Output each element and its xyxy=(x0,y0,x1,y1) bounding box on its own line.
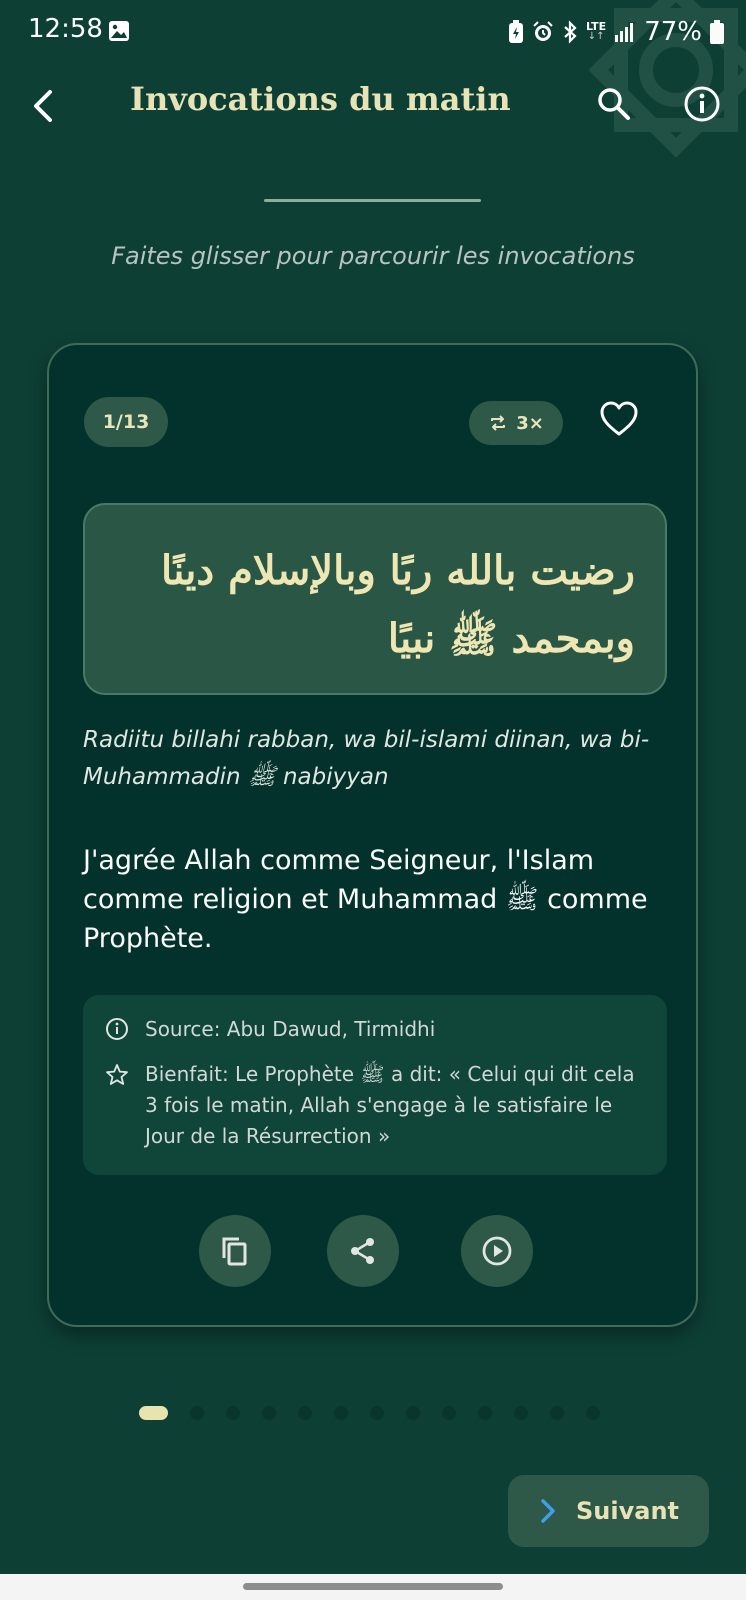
swipe-hint: Faites glisser pour parcourir les invocations xyxy=(111,242,635,270)
invocation-card[interactable] xyxy=(47,343,698,1327)
benefit-text: Bienfait: Le Prophète ﷺ a dit: « Celui qui dit cela 3 fois le matin, Allah s'engage à le satisfaire le Jour de la Résurrection » xyxy=(145,1062,635,1148)
copy-button[interactable] xyxy=(199,1215,271,1287)
pagination-dot[interactable] xyxy=(334,1406,348,1420)
next-button[interactable] xyxy=(508,1475,709,1547)
heart-icon[interactable] xyxy=(597,397,641,441)
page-title: Invocations du matin xyxy=(130,80,511,118)
pagination-dot[interactable] xyxy=(478,1406,492,1420)
pagination-dot[interactable] xyxy=(442,1406,456,1420)
copy-icon xyxy=(218,1234,252,1268)
app-bar xyxy=(0,66,746,146)
pagination-dot[interactable] xyxy=(370,1406,384,1420)
repeat-count: 3× xyxy=(516,412,544,434)
share-button[interactable] xyxy=(327,1215,399,1287)
transliteration: Radiitu billahi rabban, wa bil-islami diinan, wa bi-Muhammadin ﷺ nabiyyan xyxy=(83,727,650,790)
home-handle[interactable] xyxy=(243,1583,503,1590)
translation: J'agrée Allah comme Seigneur, l'Islam comme religion et Muhammad ﷺ comme Prophète. xyxy=(83,845,648,954)
source-text: Source: Abu Dawud, Tirmidhi xyxy=(145,1017,436,1041)
benefit-row xyxy=(105,1059,645,1152)
pagination-dot-active[interactable] xyxy=(139,1406,168,1420)
lte-icon: LTE ↓↑ xyxy=(585,20,607,42)
status-time: 12:58 xyxy=(28,14,103,44)
counter-badge: 1/13 xyxy=(84,397,168,447)
battery-saver-icon xyxy=(508,20,524,44)
source-row xyxy=(105,1017,435,1041)
play-button[interactable] xyxy=(461,1215,533,1287)
pagination-dot[interactable] xyxy=(406,1406,420,1420)
info-icon[interactable] xyxy=(680,82,724,126)
back-arrow-icon[interactable] xyxy=(22,84,66,128)
arabic-text: رضيت بالله ربًا وبالإسلام دينًا وبمحمد ﷺ نبيًا xyxy=(161,547,635,662)
title-divider xyxy=(264,199,481,202)
pagination-dot[interactable] xyxy=(298,1406,312,1420)
source-box xyxy=(83,995,667,1175)
repeat-icon xyxy=(488,413,508,433)
pagination-dot[interactable] xyxy=(262,1406,276,1420)
battery-percent: 77% xyxy=(644,17,702,47)
navigation-bar xyxy=(0,1574,746,1600)
pagination-dot[interactable] xyxy=(190,1406,204,1420)
pagination-dot[interactable] xyxy=(514,1406,528,1420)
star-icon xyxy=(105,1063,129,1087)
arabic-text-box xyxy=(83,503,667,695)
repeat-badge xyxy=(469,401,563,445)
info-icon xyxy=(105,1017,129,1041)
pagination-dots xyxy=(139,1406,622,1420)
play-icon xyxy=(480,1234,514,1268)
pagination-dot[interactable] xyxy=(226,1406,240,1420)
pagination-dot[interactable] xyxy=(586,1406,600,1420)
share-icon xyxy=(346,1234,380,1268)
pagination-dot[interactable] xyxy=(550,1406,564,1420)
gallery-icon xyxy=(108,20,130,42)
search-icon[interactable] xyxy=(592,82,636,126)
chevron-right-icon xyxy=(538,1497,558,1525)
next-button-label: Suivant xyxy=(576,1497,679,1525)
alarm-icon xyxy=(532,21,554,43)
